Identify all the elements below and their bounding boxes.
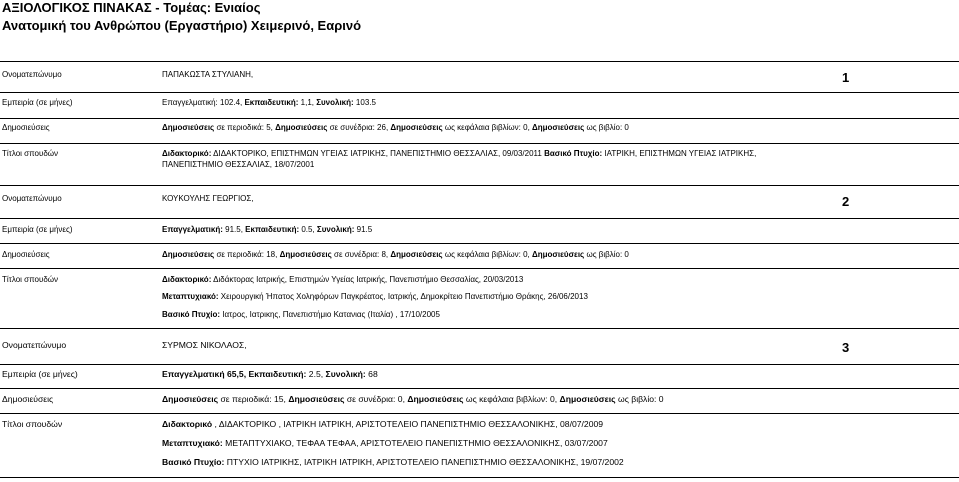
publications-value: Δημοσιεύσεις σε περιοδικά: 18, Δημοσιεύσεις σε συνέδρια: 8, Δημοσιεύσεις ως κεφάλαια βιβλίων: 0, Δημοσιεύσεις ως βιβλίο: 0	[162, 250, 629, 259]
row-divider	[0, 218, 959, 219]
rank-number: 2	[842, 194, 850, 209]
degree-line: Βασικό Πτυχίο: ΠΤΥΧΙΟ ΙΑΤΡΙΚΗΣ, ΙΑΤΡΙΚΗ ΙΑΤΡΙΚΗ, ΑΡΙΣΤΟΤΕΛΕΙΟ ΠΑΝΕΠΙΣΤΗΜΙΟ ΘΕΣΣΑΛΟΝΙΚΗΣ, 19/07/2002	[162, 457, 624, 467]
experience-label: Εμπειρία (σε μήνες)	[2, 98, 73, 107]
experience-value: Επαγγελματική: 91.5, Εκπαιδευτική: 0.5, Συνολική: 91.5	[162, 225, 373, 234]
candidate-name: ΣΥΡΜΟΣ ΝΙΚΟΛΑΟΣ,	[162, 340, 247, 350]
document-title: ΑΞΙΟΛΟΓΙΚΟΣ ΠΙΝΑΚΑΣ - Τομέας: Ενιαίος	[2, 0, 261, 15]
row-divider	[0, 388, 959, 389]
publications-value: Δημοσιεύσεις σε περιοδικά: 5, Δημοσιεύσεις σε συνέδρια: 26, Δημοσιεύσεις ως κεφάλαια βιβλίων: 0, Δημοσιεύσεις ως βιβλίο: 0	[162, 123, 629, 132]
degrees-label: Τίτλοι σπουδών	[2, 275, 59, 284]
row-divider	[0, 61, 959, 62]
degree-line: Μεταπτυχιακό: ΜΕΤΑΠΤΥΧΙΑΚΟ, ΤΕΦΑΑ ΤΕΦΑΑ, ΑΡΙΣΤΟΤΕΛΕΙΟ ΠΑΝΕΠΙΣΤΗΜΙΟ ΘΕΣΣΑΛΟΝΙΚΗΣ, 03/07/2007	[162, 438, 608, 448]
row-divider	[0, 268, 959, 269]
row-divider	[0, 143, 959, 144]
name-label: Ονοματεπώνυμο	[2, 194, 62, 203]
degree-line-continued: ΠΑΝΕΠΙΣΤΗΜΙΟ ΘΕΣΣΑΛΙΑΣ, 18/07/2001	[162, 160, 315, 169]
course-title: Ανατομική του Ανθρώπου (Εργαστήριο) Χειμερινό, Εαρινό	[2, 18, 362, 33]
experience-value: Επαγγελματική 65,5, Εκπαιδευτική: 2.5, Συνολική: 68	[162, 369, 378, 379]
degree-line: Διδακτορικό , ΔΙΔΑΚΤΟΡΙΚΟ , ΙΑΤΡΙΚΗ ΙΑΤΡΙΚΗ, ΑΡΙΣΤΟΤΕΛΕΙΟ ΠΑΝΕΠΙΣΤΗΜΙΟ ΘΕΣΣΑΛΟΝΙΚΗΣ, 08/07/2009	[162, 419, 604, 429]
degrees-label: Τίτλοι σπουδών	[2, 149, 59, 158]
experience-label: Εμπειρία (σε μήνες)	[2, 225, 73, 234]
name-label: Ονοματεπώνυμο	[2, 340, 67, 350]
degree-line: Μεταπτυχιακό: Χειρουργική Ήπατος Χοληφόρων Παγκρέατος, Ιατρικής, Δημοκρίτειο Πανεπιστήμιο Θράκης, 26/06/2013	[162, 292, 588, 301]
publications-label: Δημοσιεύσεις	[2, 250, 50, 259]
row-divider	[0, 118, 959, 119]
row-divider	[0, 477, 959, 478]
name-label: Ονοματεπώνυμο	[2, 70, 62, 79]
row-divider	[0, 364, 959, 365]
rank-number: 3	[842, 340, 850, 355]
degree-line: Διδακτορικό: ΔΙΔΑΚΤΟΡΙΚΟ, ΕΠΙΣΤΗΜΩΝ ΥΓΕΙΑΣ ΙΑΤΡΙΚΗΣ, ΠΑΝΕΠΙΣΤΗΜΙΟ ΘΕΣΣΑΛΙΑΣ, 09/03/2011 Βασικό Πτυχίο: ΙΑΤΡΙΚΗ, ΕΠΙΣΤΗΜΩΝ ΥΓΕΙΑΣ ΙΑΤΡΙΚΗΣ,	[162, 149, 757, 158]
publications-label: Δημοσιεύσεις	[2, 394, 54, 404]
candidate-name: ΠΑΠΑΚΩΣΤΑ ΣΤΥΛΙΑΝΗ,	[162, 70, 254, 79]
degree-line: Διδακτορικό: Διδάκτορας Ιατρικής, Επιστημών Υγείας Ιατρικής, Πανεπιστήμιο Θεσσαλίας, 20/03/2013	[162, 275, 524, 284]
row-divider	[0, 243, 959, 244]
row-divider	[0, 413, 959, 414]
experience-label: Εμπειρία (σε μήνες)	[2, 369, 78, 379]
publications-value: Δημοσιεύσεις σε περιοδικά: 15, Δημοσιεύσεις σε συνέδρια: 0, Δημοσιεύσεις ως κεφάλαια βιβλίων: 0, Δημοσιεύσεις ως βιβλίο: 0	[162, 394, 664, 404]
row-divider	[0, 185, 959, 186]
degree-line: Βασικό Πτυχίο: Ιατρος, Ιατρικης, Πανεπιστήμιο Κατανιας (Ιταλία) , 17/10/2005	[162, 310, 440, 319]
degrees-label: Τίτλοι σπουδών	[2, 419, 63, 429]
row-divider	[0, 92, 959, 93]
candidate-name: ΚΟΥΚΟΥΛΗΣ ΓΕΩΡΓΙΟΣ,	[162, 194, 254, 203]
experience-value: Επαγγελματική: 102.4, Εκπαιδευτική: 1,1, Συνολική: 103.5	[162, 98, 376, 107]
row-divider	[0, 328, 959, 329]
publications-label: Δημοσιεύσεις	[2, 123, 50, 132]
rank-number: 1	[842, 70, 850, 85]
